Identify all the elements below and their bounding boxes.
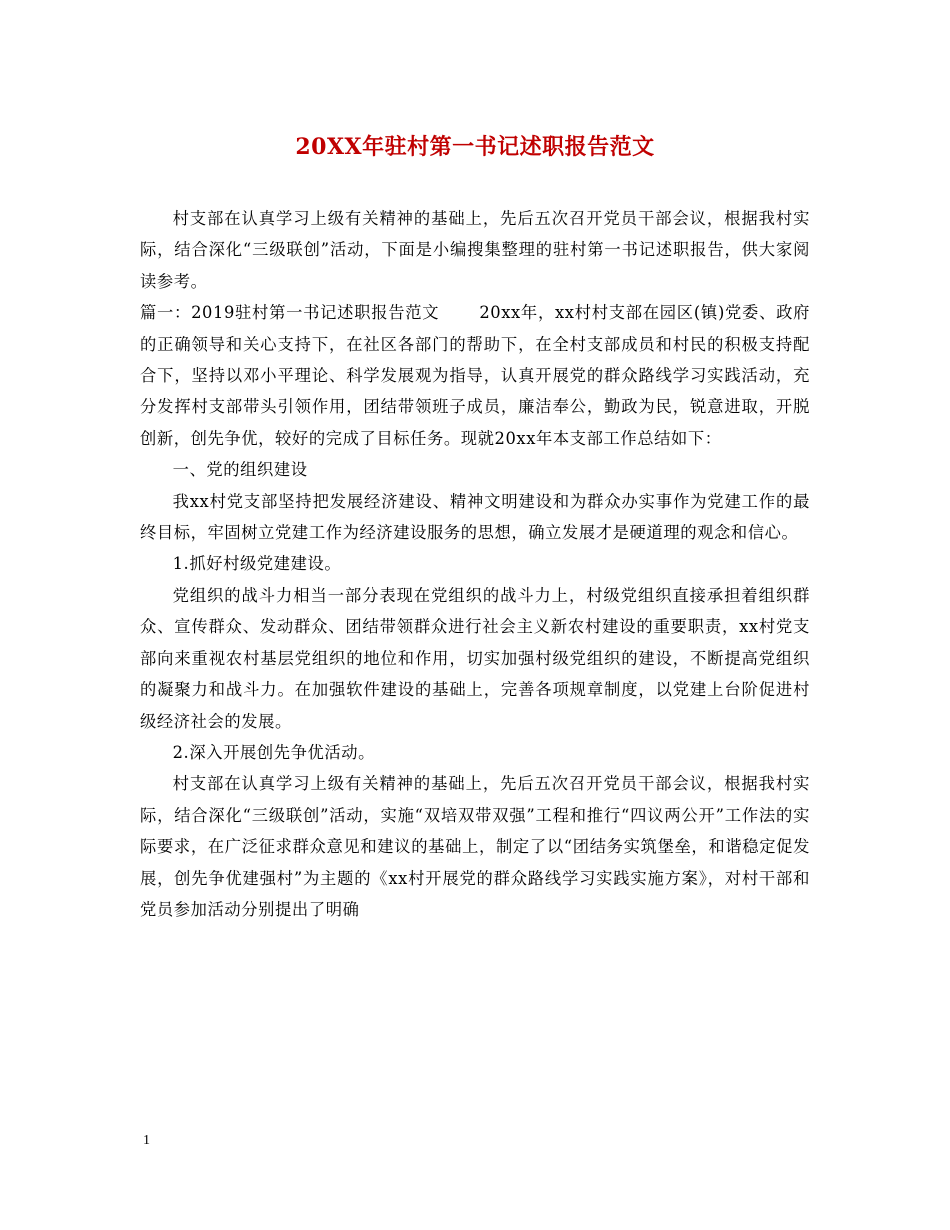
part-one-paragraph	[140, 297, 810, 454]
section-heading: 一、党的组织建设	[172, 460, 308, 480]
item-paragraph: 村支部在认真学习上级有关精神的基础上，先后五次召开党员干部会议，根据我村实际，结合深化“三级联创”活动，实施“双培双带双强”工程和推行“四议两公开”工作法的实际要求，在广泛征求群众意见和建议的基础上，制定了以“团结务实筑堡垒，和谐稳定促发展，创先争优建强村”为主题的《xx村开展党的群众路线学习实践实施方案》，对村干部和党员参加活动分别提出了明确	[140, 774, 810, 919]
document-title: 20XX年驻村第一书记述职报告范文	[295, 134, 655, 160]
document-body	[140, 203, 810, 925]
page-number: 1	[143, 1133, 150, 1148]
section-paragraph: 我xx村党支部坚持把发展经济建设、精神文明建设和为群众办实事作为党建工作的最终目标，牢固树立党建工作为经济建设服务的思想，确立发展才是硬道理的观念和信心。	[140, 491, 810, 543]
intro-paragraph: 村支部在认真学习上级有关精神的基础上，先后五次召开党员干部会议，根据我村实际，结合深化“三级联创”活动，下面是小编搜集整理的驻村第一书记述职报告，供大家阅读参考。	[140, 209, 810, 291]
part-one-body: 20xx年，xx村村支部在园区(镇)党委、政府的正确领导和关心支持下，在社区各部门的帮助下，在全村支部成员和村民的积极支持配合下，坚持以邓小平理论、科学发展观为指导，认真开展党的群众路线学习实践活动，充分发挥村支部带头引领作用，团结带领班子成员，廉洁奉公，勤政为民，锐意进取，开脱创新，创先争优，较好的完成了目标任务。现就20xx年本支部工作总结如下：	[140, 303, 811, 448]
part-one-label: 篇一：2019驻村第一书记述职报告范文	[140, 303, 440, 323]
item-heading: 2.深入开展创先争优活动。	[172, 742, 376, 762]
item-paragraph: 党组织的战斗力相当一部分表现在党组织的战斗力上，村级党组织直接承担着组织群众、宣传群众、发动群众、团结带领群众进行社会主义新农村建设的重要职责，xx村党支部向来重视农村基层党组织的地位和作用，切实加强村级党组织的建设，不断提高党组织的凝聚力和战斗力。在加强软件建设的基础上，完善各项规章制度，以党建上台阶促进村级经济社会的发展。	[140, 585, 810, 731]
item-heading: 1.抓好村级党建建设。	[172, 554, 342, 574]
